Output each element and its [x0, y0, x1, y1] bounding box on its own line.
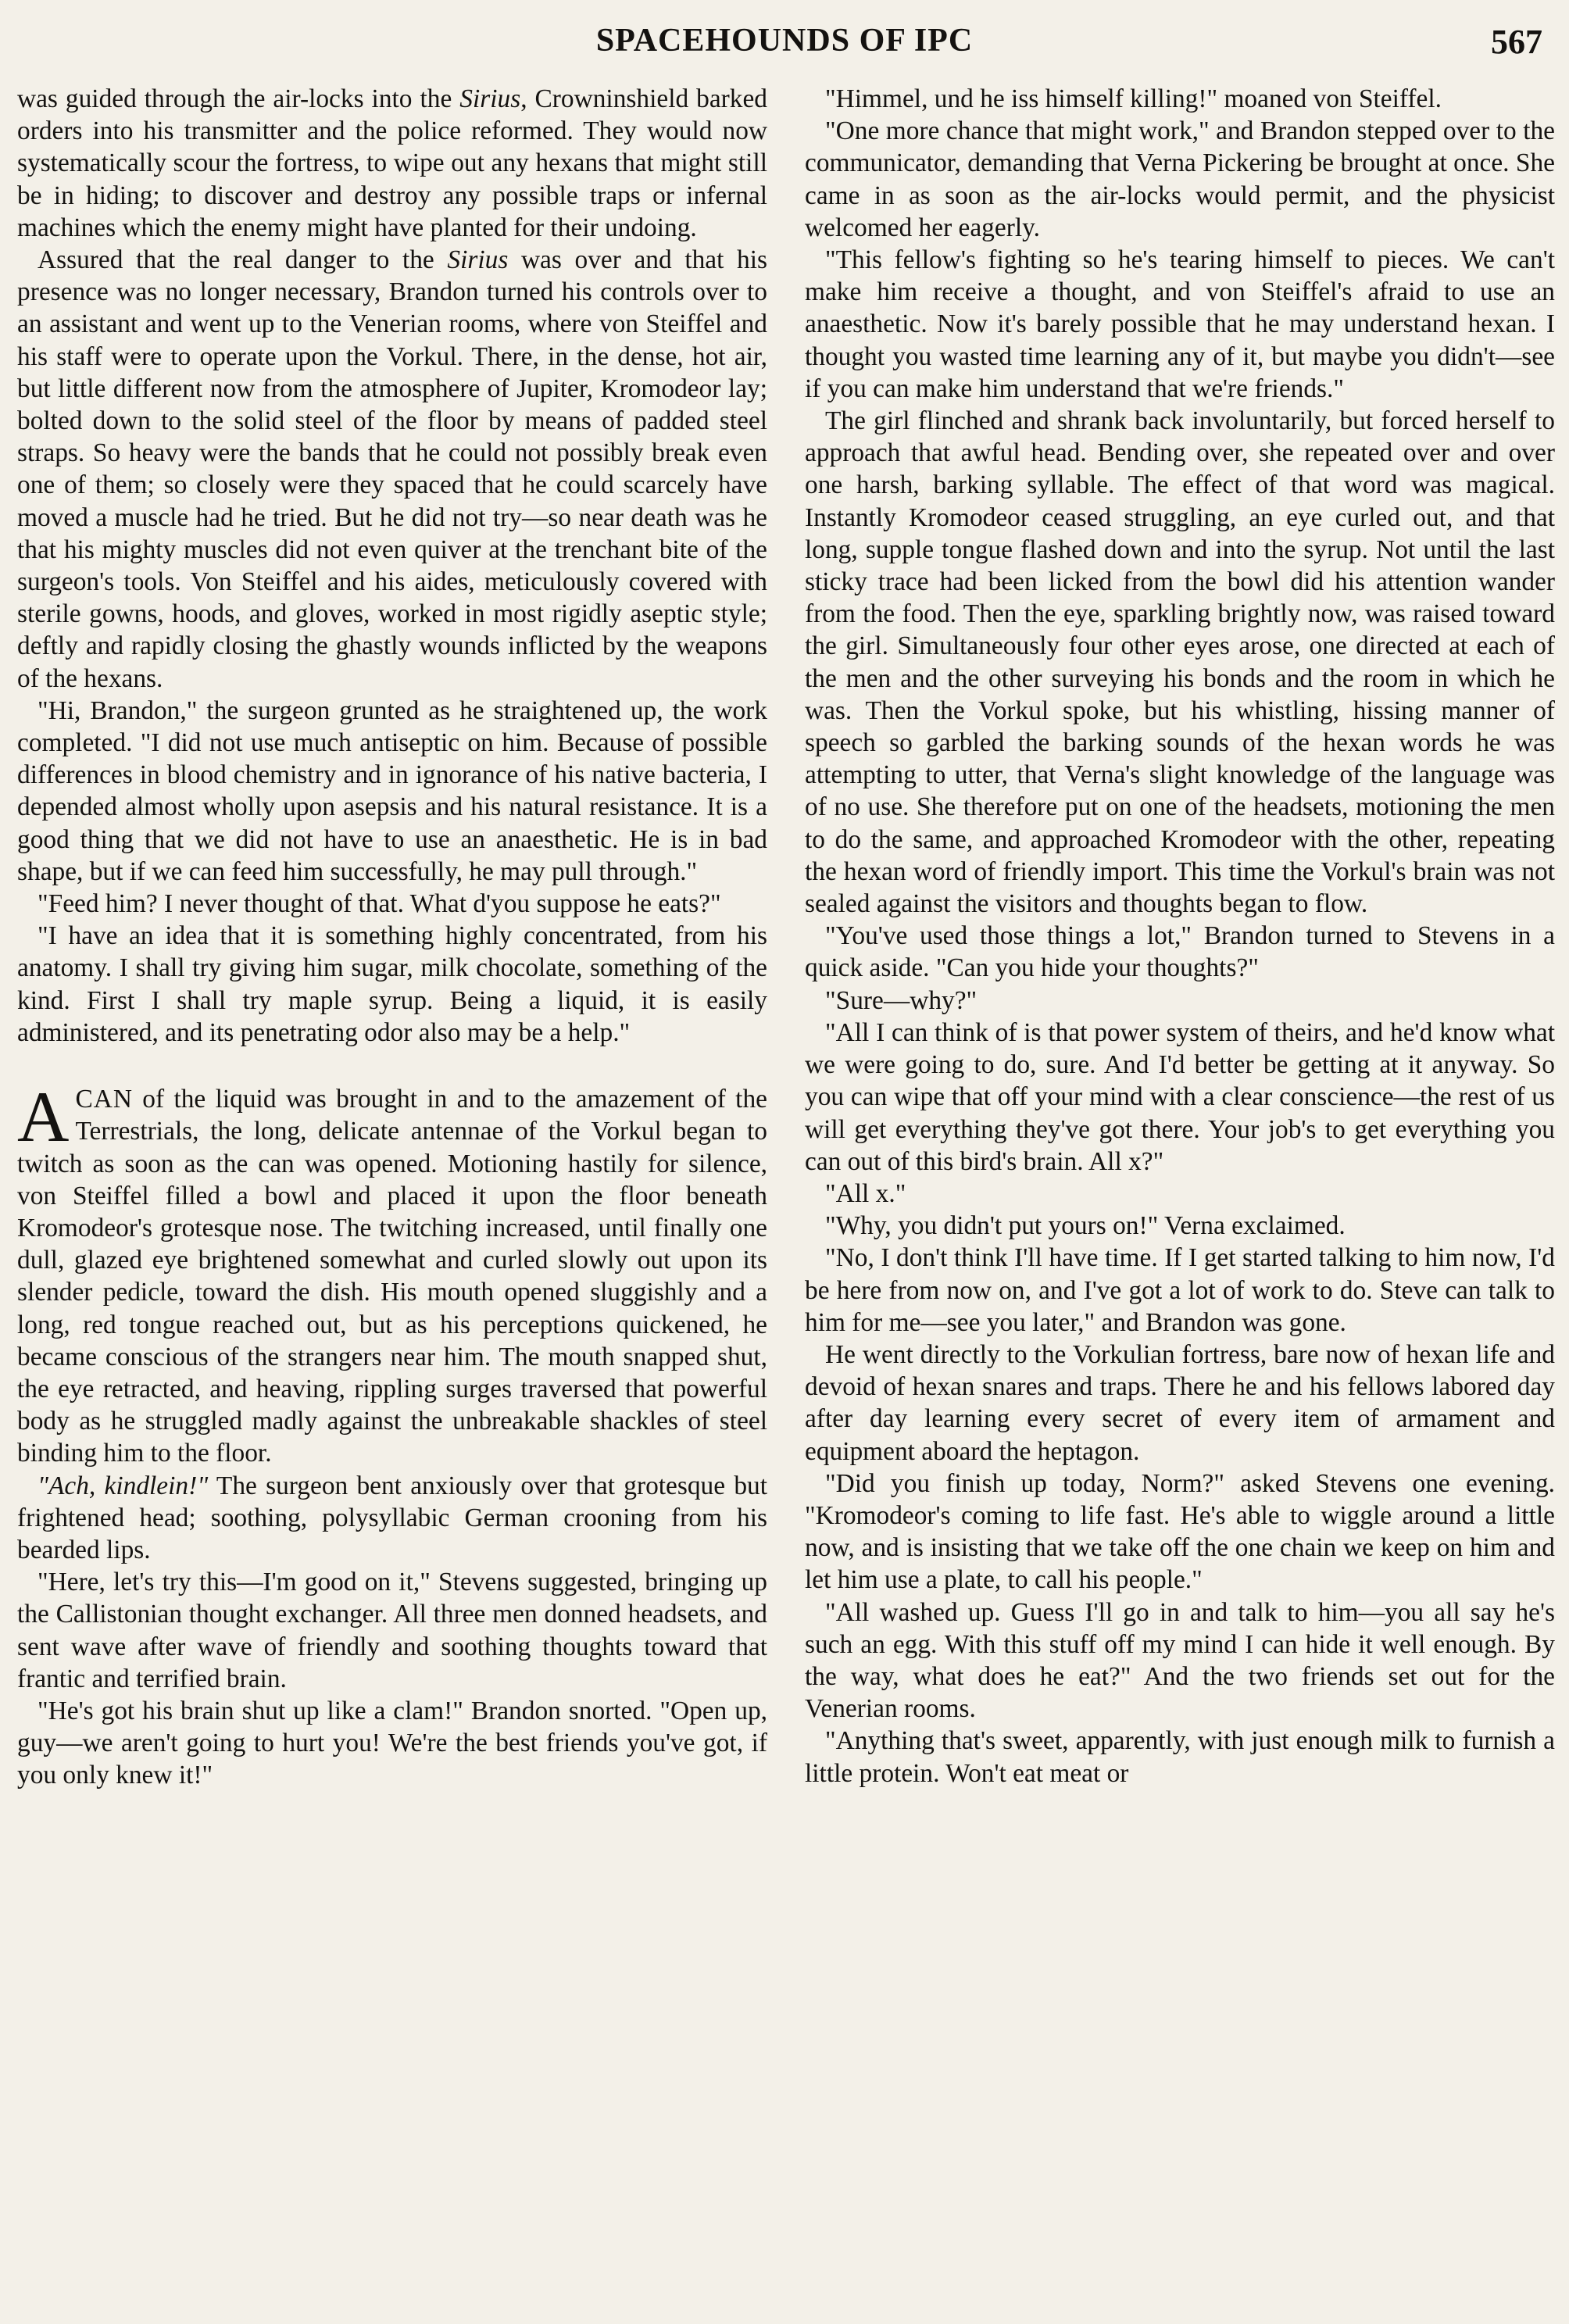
- paragraph-text: of the liquid was brought in and to the amazement of the Terrestrials, the long, delicate antennae of the Vorkul began to twitch as soon as the can was opened. Motioning hastily for silence, von Steiffel filled a bowl and placed it upon the floor beneath Kromodeor's grotesque nose. The twitching increased, until finally one dull, glazed eye brightened somewhat and curled slowly out upon its slender pedicle, toward the dish. His mouth opened sluggishly and a long, red tongue reached out, but as his perceptions quickened, he became conscious of the strangers near him. The mouth snapped shut, the eye retracted, and heaving, rippling surges traversed that powerful body as he struggled madly against the unbreakable shackles of steel binding him to the floor.: [17, 1085, 767, 1468]
- body-paragraph: was guided through the air-locks into the Sirius, Crowninshield barked orders into his transmitter and the police reformed. They would now systematically scour the fortress, to wipe out any hexans that might still be in hiding; to discover and destroy any possible traps or infernal machines which the enemy might have planted for their undoing.: [17, 84, 767, 242]
- drop-cap: A: [17, 1077, 70, 1157]
- body-paragraph: "All I can think of is that power system of theirs, and he'd know what we were going to do, sure. And I'd better be getting at it anyway. So you can wipe that off your mind with a clear conscience—the rest of us will get everything they've got there. Your job's to get everything you can out of this bird's brain. All x?": [805, 1017, 1555, 1176]
- body-paragraph: "Anything that's sweet, apparently, with just enough milk to furnish a little protein. Won't eat meat or: [805, 1726, 1555, 1788]
- lead-in-smallcaps: CAN: [75, 1085, 133, 1114]
- ship-name-italic: Sirius: [447, 245, 509, 275]
- body-paragraph: "This fellow's fighting so he's tearing himself to pieces. We can't make him receive a thought, and von Steiffel's afraid to use an anaesthetic. Now it's barely possible that he may understand hexan. I thought you wasted time learning any of it, but maybe you didn't—see if you can make him understand that we're friends.": [805, 245, 1555, 403]
- body-paragraph: "Feed him? I never thought of that. What d'you suppose he eats?": [38, 889, 721, 919]
- body-paragraph: "He's got his brain shut up like a clam!" Brandon snorted. "Open up, guy—we aren't going to hurt you! We're the best friends you've got, if you only knew it!": [17, 1696, 767, 1790]
- body-paragraph: "Himmel, und he iss himself killing!" moaned von Steiffel.: [825, 84, 1442, 113]
- section-opening-paragraph: [17, 1077, 767, 1469]
- paragraph-text: The surgeon bent anxiously over that grotesque but frightened head; soothing, polysyllabic German crooning from his bearded lips.: [17, 1471, 768, 1564]
- running-title: SPACEHOUNDS OF IPC: [595, 23, 974, 59]
- italic-exclamation: "Ach, kindlein!": [38, 1471, 209, 1500]
- body-paragraph: "Sure—why?": [825, 985, 977, 1015]
- body-paragraph: "All washed up. Guess I'll go in and talk to him—you all say he's such an egg. With this stuff off my mind I can hide it well enough. By the way, what does he eat?" And the two friends set out for the Venerian rooms.: [805, 1597, 1555, 1724]
- body-paragraph: [17, 1470, 767, 1567]
- section-break: [17, 1049, 767, 1083]
- body-paragraph: "Here, let's try this—I'm good on it," Stevens suggested, bringing up the Callistonian thought exchanger. All three men donned headsets, and sent wave after wave of friendly and soothing thoughts toward that frantic and terrified brain.: [17, 1568, 767, 1693]
- body-paragraph: Assured that the real danger to the Sirius was over and that his presence was no longer necessary, Brandon turned his controls over to an assistant and went up to the Venerian rooms, where von Steiffel and his staff were to operate upon the Vorkul. There, in the dense, hot air, but little different now from the atmosphere of Jupiter, Kromodeor lay; bolted down to the solid steel of the floor by means of padded steel straps. So heavy were the bands that he could not possibly break even one of them; so closely were they spaced that he could scarcely have moved a muscle had he tried. But he did not try—so near death was he that his mighty muscles did not even quiver at the trenchant bite of the surgeon's tools. Von Steiffel and his aides, meticulously covered with sterile gowns, hoods, and gloves, worked in most rigidly aseptic style; deftly and rapidly closing the ghastly wounds inflicted by the weapons of the hexans.: [17, 245, 767, 693]
- body-paragraph: "You've used those things a lot," Brandon turned to Stevens in a quick aside. "Can you hide your thoughts?": [805, 921, 1555, 983]
- body-paragraph: "One more chance that might work," and Brandon stepped over to the communicator, demanding that Verna Pickering be brought at once. She came in as soon as the air-locks would permit, and the physicist welcomed her eagerly.: [805, 116, 1555, 242]
- right-column: [805, 83, 1555, 1789]
- body-paragraph: "I have an idea that it is something highly concentrated, from his anatomy. I shall try giving him sugar, milk chocolate, something of the kind. First I shall try maple syrup. Being a liquid, it is easily administered, and its penetrating odor also may be a help.": [17, 921, 767, 1047]
- body-paragraph: "No, I don't think I'll have time. If I get started talking to him now, I'd be here from now on, and I've got a lot of work to do. Steve can talk to him for me—see you later," and Brandon was gone.: [805, 1243, 1555, 1337]
- running-head: [0, 22, 1569, 69]
- body-paragraph: "Did you finish up today, Norm?" asked Stevens one evening. "Kromodeor's coming to life fast. He's able to wiggle around a little now, and is insisting that we take off the one chain we keep on him and let him use a plate, to call his people.": [805, 1468, 1555, 1595]
- body-paragraph: "Hi, Brandon," the surgeon grunted as he straightened up, the work completed. "I did not use much antiseptic on him. Because of possible differences in blood chemistry and in ignorance of his native bacteria, I depended almost wholly upon asepsis and his natural resistance. It is a good thing that we did not have to use an anaesthetic. He is in bad shape, but if we can feed him successfully, he may pull through.": [17, 695, 767, 886]
- ship-name-italic: Sirius: [459, 84, 521, 113]
- page-number: 567: [1491, 23, 1542, 61]
- left-column: [17, 83, 767, 1792]
- body-paragraph: He went directly to the Vorkulian fortress, bare now of hexan life and devoid of hexan snares and traps. There he and his fellows labored day after day learning every secret of every item of armament and equipment aboard the heptagon.: [805, 1339, 1555, 1466]
- body-paragraph: "Why, you didn't put yours on!" Verna exclaimed.: [825, 1211, 1346, 1241]
- body-paragraph: The girl flinched and shrank back involuntarily, but forced herself to approach that awful head. Bending over, she repeated over and over one harsh, barking syllable. The effect of that word was magical. Instantly Kromodeor ceased struggling, an eye curled out, and that long, supple tongue flashed down and into the syrup. Not until the last sticky trace had been licked from the bowl did his attention wander from the food. Then the eye, sparkling brightly now, was raised toward the girl. Simultaneously four other eyes arose, one directed at each of the men and the other surveying his bonds and the room in which he was. Then the Vorkul spoke, but his whistling, hissing manner of speech so garbled the barking sounds of the hexan words he was attempting to utter, that Verna's slight knowledge of the language was of no use. She therefore put on one of the headsets, motioning the men to do the same, and approached Kromodeor with the other, repeating the hexan word of friendly import. This time the Vorkul's brain was not sealed against the visitors and thoughts began to flow.: [805, 406, 1555, 919]
- body-paragraph: "All x.": [825, 1178, 906, 1208]
